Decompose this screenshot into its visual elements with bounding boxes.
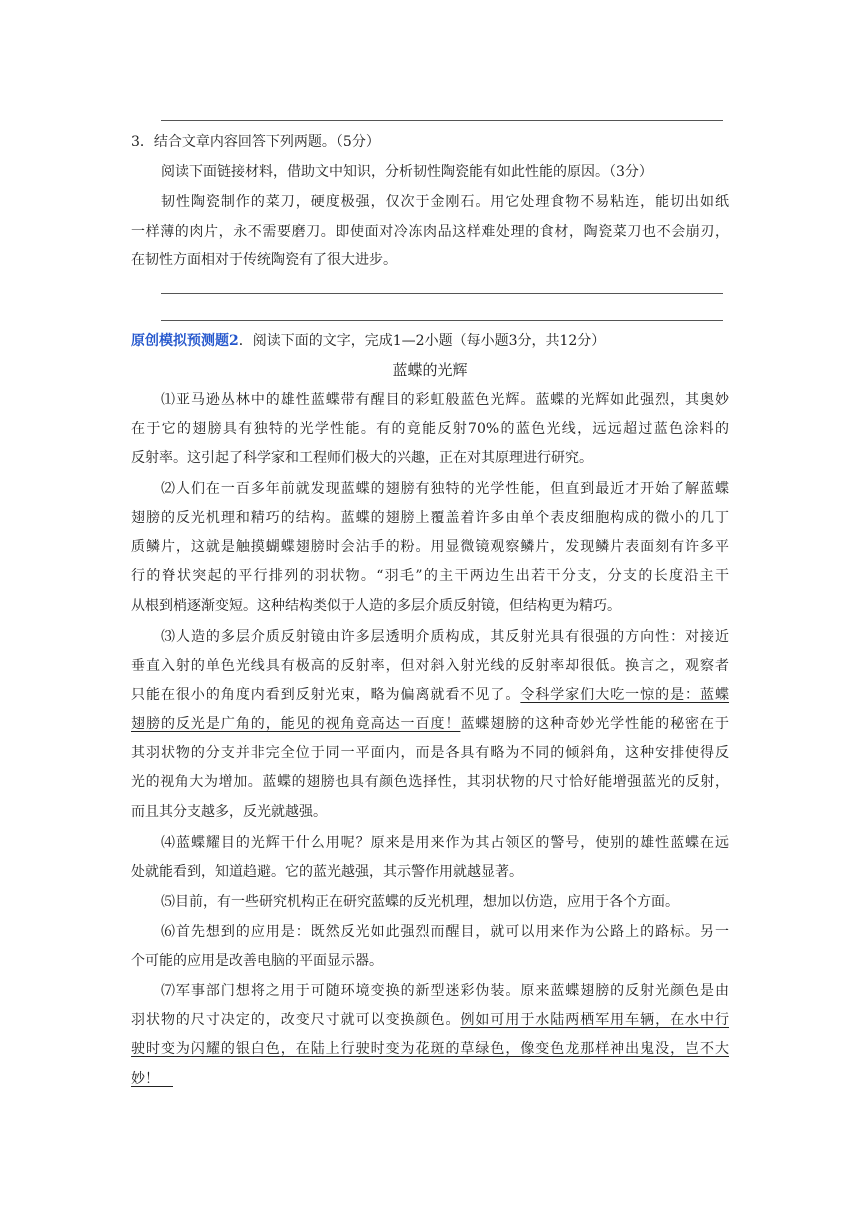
paragraph-line: ⑸目前，有一些研究机构正在研究蓝蝶的反光机理，想加以仿造，应用于各个方面。 <box>161 894 679 910</box>
text-run: 羽状物的尺寸决定的，改变尺寸就可以变换颜色。 <box>131 1012 461 1028</box>
paragraph-line: 光的视角大为增加。蓝蝶的翅膀也具有颜色选择性，其羽状物的尺寸恰好能增强蓝光的反射， <box>131 774 729 790</box>
paragraph-line: ⑴亚马逊丛林中的雄性蓝蝶带有醒目的彩虹般蓝色光辉。蓝蝶的光辉如此强烈，其奥妙 <box>161 392 729 408</box>
paragraph-line: ⑺军事部门想将之用于可随环境变换的新型迷彩伪装。原来蓝蝶翅膀的反射光颜色是由 <box>161 983 729 999</box>
paragraph-line: 其羽状物的分支并非完全位于同一平面内，而是各具有略为不同的倾斜角，这种安排使得反 <box>131 745 729 761</box>
paragraph-line: 垂直入射的单色光线具有极高的反射率，但对斜入射光线的反射率却很低。换言之，观察者 <box>131 658 729 674</box>
paragraph-line: ⑶人造的多层介质反射镜由许多层透明介质构成，其反射光具有很强的方向性：对接近 <box>161 629 729 645</box>
material-line: 一样薄的肉片，永不需要磨刀。即使面对冷冻肉品这样难处理的食材，陶瓷菜刀也不会崩刃， <box>131 224 729 240</box>
material-line: 在韧性方面相对于传统陶瓷有了很大进步。 <box>131 252 397 268</box>
paragraph-line: 反射率。这引起了科学家和工程师们极大的兴趣，正在对其原理进行研究。 <box>131 450 593 466</box>
paragraph-line: 质鳞片，这就是触摸蝴蝶翅膀时会沾手的粉。用显微镜观察鳞片，发现鳞片表面刻有许多平 <box>131 539 729 555</box>
paragraph-line: 个可能的应用是改善电脑的平面显示器。 <box>131 953 383 969</box>
answer-line <box>161 320 723 321</box>
paragraph-line: ⑵人们在一百多年前就发现蓝蝶的翅膀有独特的光学性能，但直到最近才开始了解蓝蝶 <box>161 481 729 497</box>
paragraph-line <box>131 714 729 734</box>
paragraph-line <box>131 685 729 705</box>
underlined-text: 翅膀的反光是广角的，能见的视角竟高达一百度！ <box>131 716 461 732</box>
paragraph-line: ⑹首先想到的应用是：既然反光如此强烈而醒目，就可以用来作为公路上的路标。另一 <box>161 924 729 940</box>
paragraph-line <box>131 1010 729 1030</box>
text-run: 只能在很小的角度内看到反射光束，略为偏离就看不见了。 <box>131 687 521 703</box>
answer-line <box>161 293 723 294</box>
underlined-text: 妙！ <box>131 1071 159 1087</box>
underlined-text: 例如可用于水陆两栖军用车辆，在水中行 <box>460 1012 730 1028</box>
paragraph-line: 翅膀的反光机理和精巧的结构。蓝蝶的翅膀上覆盖着许多由单个表皮细胞构成的微小的几丁 <box>131 510 729 526</box>
paragraph-line <box>131 1039 729 1059</box>
question-3-prompt: 阅读下面链接材料，借助文中知识，分析韧性陶瓷能有如此性能的原因。（3分） <box>161 164 653 180</box>
material-line: 韧性陶瓷制作的菜刀，硬度极强，仅次于金刚石。用它处理食物不易粘连，能切出如纸 <box>161 194 729 210</box>
paragraph-line <box>131 1069 173 1089</box>
question-3: 3．结合文章内容回答下列两题。（5分） <box>131 134 380 150</box>
underlined-text: 令科学家们大吃一惊的是：蓝蝶 <box>520 687 730 703</box>
underlined-text: 驶时变为闪耀的银白色，在陆上行驶时变为花斑的草绿色，像变色龙那样神出鬼没，岂不大 <box>131 1041 729 1057</box>
text-run: 蓝蝶翅膀的这种奇妙光学性能的秘密在于 <box>460 716 730 732</box>
answer-line <box>161 120 723 121</box>
paragraph-line: 在于它的翅膀具有独特的光学性能。有的竟能反射70%的蓝色光线，远远超过蓝色涂料的 <box>131 421 729 437</box>
paragraph-line: 从根到梢逐渐变短。这种结构类似于人造的多层介质反射镜，但结构更为精巧。 <box>131 598 621 614</box>
paragraph-line: ⑷蓝蝶耀目的光辉干什么用呢？原来是用来作为其占领区的警号，使别的雄性蓝蝶在远 <box>161 835 729 851</box>
paragraph-line: 处就能看到，知道趋避。它的蓝光越强，其示警作用就越显著。 <box>131 864 523 880</box>
section-heading <box>131 331 605 351</box>
paragraph-line: 行的脊状突起的平行排列的羽状物。“羽毛”的主干两边生出若干分支，分支的长度沿主干 <box>131 568 729 584</box>
paragraph-line: 而且其分支越多，反光就越强。 <box>131 804 327 820</box>
section-instruction: ．阅读下面的文字，完成1—2小题（每小题3分，共12分） <box>238 333 606 349</box>
article-title: 蓝蝶的光辉 <box>392 361 468 379</box>
section-label: 原创模拟预测题2 <box>131 333 239 349</box>
